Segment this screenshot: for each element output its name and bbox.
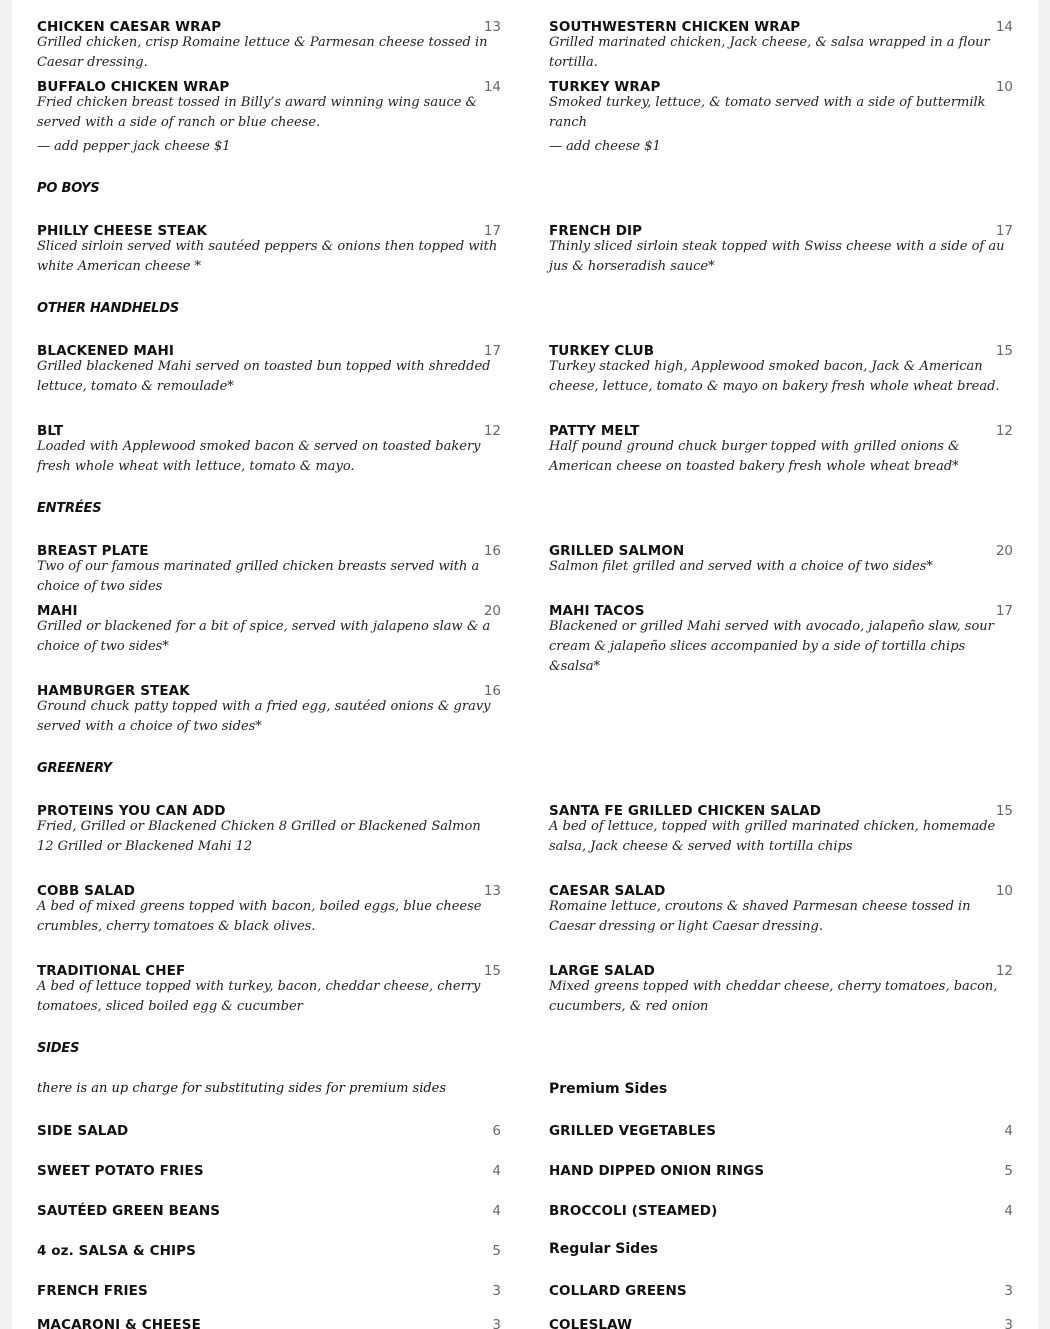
- menu-item-southwestern-chicken-wrap: [549, 12, 1013, 73]
- item-price: 13: [483, 883, 501, 899]
- item-name: BLACKENED MAHI: [37, 343, 174, 359]
- item-description: Grilled blackened Mahi served on toasted bun topped with shredded lettuce, tomato & remoulade*: [37, 359, 491, 394]
- menu-item-turkey-club: [549, 336, 1013, 397]
- item-name: SANTA FE GRILLED CHICKEN SALAD: [549, 803, 821, 819]
- item-name: HAMBURGER STEAK: [37, 683, 190, 699]
- item-name: COLLARD GREENS: [549, 1283, 687, 1299]
- item-addon: — add cheese $1: [549, 139, 661, 154]
- item-name: CHICKEN CAESAR WRAP: [37, 19, 222, 35]
- item-name: COLESLAW: [549, 1317, 633, 1329]
- item-price: 14: [995, 19, 1013, 35]
- item-price: 3: [1004, 1317, 1013, 1329]
- menu-item-large-salad: [549, 956, 1013, 1017]
- menu-item-breast-plate: [37, 536, 501, 597]
- item-name: FRENCH FRIES: [37, 1283, 148, 1299]
- item-addon: — add pepper jack cheese $1: [37, 139, 231, 154]
- menu-item-patty-melt: [549, 416, 1013, 477]
- menu-item-sauteed-green-beans: [37, 1196, 501, 1219]
- menu-item-santa-fe-grilled-chicken-salad: [549, 796, 1013, 857]
- item-description: Two of our famous marinated grilled chicken breasts served with a choice of two sides: [37, 559, 480, 594]
- item-name: 4 oz. SALSA & CHIPS: [37, 1243, 196, 1259]
- item-description: Sliced sirloin served with sautéed peppers & onions then topped with white American cheese *: [37, 239, 498, 274]
- menu-item-salsa-chips: [37, 1236, 501, 1259]
- item-price: 15: [995, 343, 1013, 359]
- item-price: 12: [483, 423, 501, 439]
- section-heading-other-handhelds: OTHER HANDHELDS: [37, 301, 180, 316]
- item-price: 3: [1004, 1283, 1013, 1299]
- menu-item-side-salad: [37, 1116, 501, 1139]
- menu-item-mahi-tacos: [549, 596, 1013, 677]
- item-description: Ground chuck patty topped with a fried egg, sautéed onions & gravy served with a choice of two sides*: [37, 699, 491, 734]
- item-price: 20: [483, 603, 501, 619]
- item-price: 14: [483, 79, 501, 95]
- item-price: 20: [995, 543, 1013, 559]
- item-name: LARGE SALAD: [549, 963, 655, 979]
- item-name: PROTEINS YOU CAN ADD: [37, 803, 226, 819]
- menu-item-grilled-salmon: [549, 536, 1013, 577]
- menu-item-sweet-potato-fries: [37, 1156, 501, 1179]
- item-price: 4: [1004, 1203, 1013, 1219]
- menu-item-caesar-salad: [549, 876, 1013, 937]
- item-description: Fried chicken breast tossed in Billy’s award winning wing sauce & served with a side of ranch or blue cheese.: [37, 95, 478, 130]
- item-price: 16: [483, 543, 501, 559]
- item-description: Fried, Grilled or Blackened Chicken 8 Grilled or Blackened Salmon 12 Grilled or Blackened Mahi 12: [37, 819, 481, 854]
- item-name: GRILLED VEGETABLES: [549, 1123, 717, 1139]
- item-price: 16: [483, 683, 501, 699]
- item-description: Half pound ground chuck burger topped with grilled onions & American cheese on toasted bakery fresh whole wheat bread*: [549, 439, 960, 474]
- menu-item-chicken-caesar-wrap: [37, 12, 501, 73]
- item-name: TURKEY CLUB: [549, 343, 655, 359]
- item-description: Romaine lettuce, croutons & shaved Parmesan cheese tossed in Caesar dressing or light Caesar dressing.: [549, 899, 971, 934]
- subheading-regular-sides: Regular Sides: [549, 1241, 659, 1257]
- menu-item-blt: [37, 416, 501, 477]
- menu-item-hand-dipped-onion-rings: [549, 1156, 1013, 1179]
- menu-item-coleslaw: [549, 1310, 1013, 1329]
- item-description: A bed of lettuce topped with turkey, bacon, cheddar cheese, cherry tomatoes, sliced boiled egg & cucumber: [37, 979, 481, 1014]
- item-price: 6: [492, 1123, 501, 1139]
- item-description: A bed of lettuce, topped with grilled marinated chicken, homemade salsa, Jack cheese & served with tortilla chips: [549, 819, 996, 854]
- item-name: PATTY MELT: [549, 423, 640, 439]
- item-name: BUFFALO CHICKEN WRAP: [37, 79, 230, 95]
- item-name: SAUTÉED GREEN BEANS: [37, 1203, 221, 1219]
- item-price: 10: [995, 79, 1013, 95]
- item-name: SWEET POTATO FRIES: [37, 1163, 204, 1179]
- item-price: 17: [995, 603, 1013, 619]
- menu-item-cobb-salad: [37, 876, 501, 937]
- menu-item-broccoli-steamed: [549, 1196, 1013, 1219]
- menu-item-buffalo-chicken-wrap: [37, 72, 501, 157]
- item-name: SOUTHWESTERN CHICKEN WRAP: [549, 19, 801, 35]
- menu-item-grilled-vegetables: [549, 1116, 1013, 1139]
- item-description: Turkey stacked high, Applewood smoked bacon, Jack & American cheese, lettuce, tomato & mayo on bakery fresh whole wheat bread.: [549, 359, 1000, 394]
- menu-item-collard-greens: [549, 1276, 1013, 1299]
- menu-item-mahi: [37, 596, 501, 657]
- item-description: Blackened or grilled Mahi served with avocado, jalapeño slaw, sour cream & jalapeño slices accompanied by a side of tortilla chips &salsa*: [549, 619, 994, 674]
- item-price: 17: [483, 223, 501, 239]
- item-description: Thinly sliced sirloin steak topped with Swiss cheese with a side of au jus & horseradish sauce*: [549, 239, 1005, 274]
- item-name: BLT: [37, 423, 64, 439]
- menu-page: [12, 0, 1038, 1329]
- section-heading-po-boys: PO BOYS: [37, 181, 100, 196]
- menu-item-hamburger-steak: [37, 676, 501, 737]
- menu-item-philly-cheese-steak: [37, 216, 501, 277]
- item-price: 10: [995, 883, 1013, 899]
- item-description: Mixed greens topped with cheddar cheese, cherry tomatoes, bacon, cucumbers, & red onion: [549, 979, 998, 1014]
- menu-item-turkey-wrap: [549, 72, 1013, 157]
- item-name: CAESAR SALAD: [549, 883, 666, 899]
- item-description: Loaded with Applewood smoked bacon & served on toasted bakery fresh whole wheat with lettuce, tomato & mayo.: [37, 439, 481, 474]
- item-name: FRENCH DIP: [549, 223, 643, 239]
- item-description: Grilled or blackened for a bit of spice, served with jalapeno slaw & a choice of two sides*: [37, 619, 491, 654]
- subheading-premium-sides: Premium Sides: [549, 1081, 668, 1097]
- item-name: SIDE SALAD: [37, 1123, 129, 1139]
- item-price: 5: [492, 1243, 501, 1259]
- sides-upcharge-note: there is an up charge for substituting sides for premium sides: [37, 1081, 447, 1096]
- item-description: A bed of mixed greens topped with bacon, boiled eggs, blue cheese crumbles, cherry tomatoes & black olives.: [37, 899, 482, 934]
- menu-item-blackened-mahi: [37, 336, 501, 397]
- item-price: 4: [1004, 1123, 1013, 1139]
- menu-item-french-fries: [37, 1276, 501, 1299]
- item-price: 15: [483, 963, 501, 979]
- item-name: MAHI TACOS: [549, 603, 645, 619]
- menu-item-macaroni-cheese: [37, 1310, 501, 1329]
- item-price: 4: [492, 1163, 501, 1179]
- section-heading-entrees: ENTRÉES: [37, 501, 102, 516]
- item-price: 13: [483, 19, 501, 35]
- item-description: Salmon filet grilled and served with a choice of two sides*: [549, 559, 933, 574]
- item-description: Grilled marinated chicken, Jack cheese, & salsa wrapped in a flour tortilla.: [549, 35, 990, 70]
- menu-item-proteins-you-can-add: [37, 796, 501, 857]
- item-price: 12: [995, 423, 1013, 439]
- item-price: 12: [995, 963, 1013, 979]
- menu-item-traditional-chef: [37, 956, 501, 1017]
- menu-item-french-dip: [549, 216, 1013, 277]
- item-description: Smoked turkey, lettuce, & tomato served with a side of buttermilk ranch: [549, 95, 986, 130]
- item-name: PHILLY CHEESE STEAK: [37, 223, 208, 239]
- item-price: 5: [1004, 1163, 1013, 1179]
- item-price: 17: [995, 223, 1013, 239]
- item-price: 3: [492, 1317, 501, 1329]
- section-heading-sides: SIDES: [37, 1041, 80, 1056]
- item-price: 3: [492, 1283, 501, 1299]
- item-name: BREAST PLATE: [37, 543, 149, 559]
- item-name: MACARONI & CHEESE: [37, 1317, 201, 1329]
- section-heading-greenery: GREENERY: [37, 761, 112, 776]
- item-name: MAHI: [37, 603, 78, 619]
- item-description: Grilled chicken, crisp Romaine lettuce & Parmesan cheese tossed in Caesar dressing.: [37, 35, 488, 70]
- item-price: 4: [492, 1203, 501, 1219]
- item-name: GRILLED SALMON: [549, 543, 685, 559]
- item-name: COBB SALAD: [37, 883, 136, 899]
- item-name: BROCCOLI (STEAMED): [549, 1203, 718, 1219]
- item-price: 15: [995, 803, 1013, 819]
- item-name: HAND DIPPED ONION RINGS: [549, 1163, 765, 1179]
- item-price: 17: [483, 343, 501, 359]
- item-name: TURKEY WRAP: [549, 79, 661, 95]
- item-name: TRADITIONAL CHEF: [37, 963, 186, 979]
